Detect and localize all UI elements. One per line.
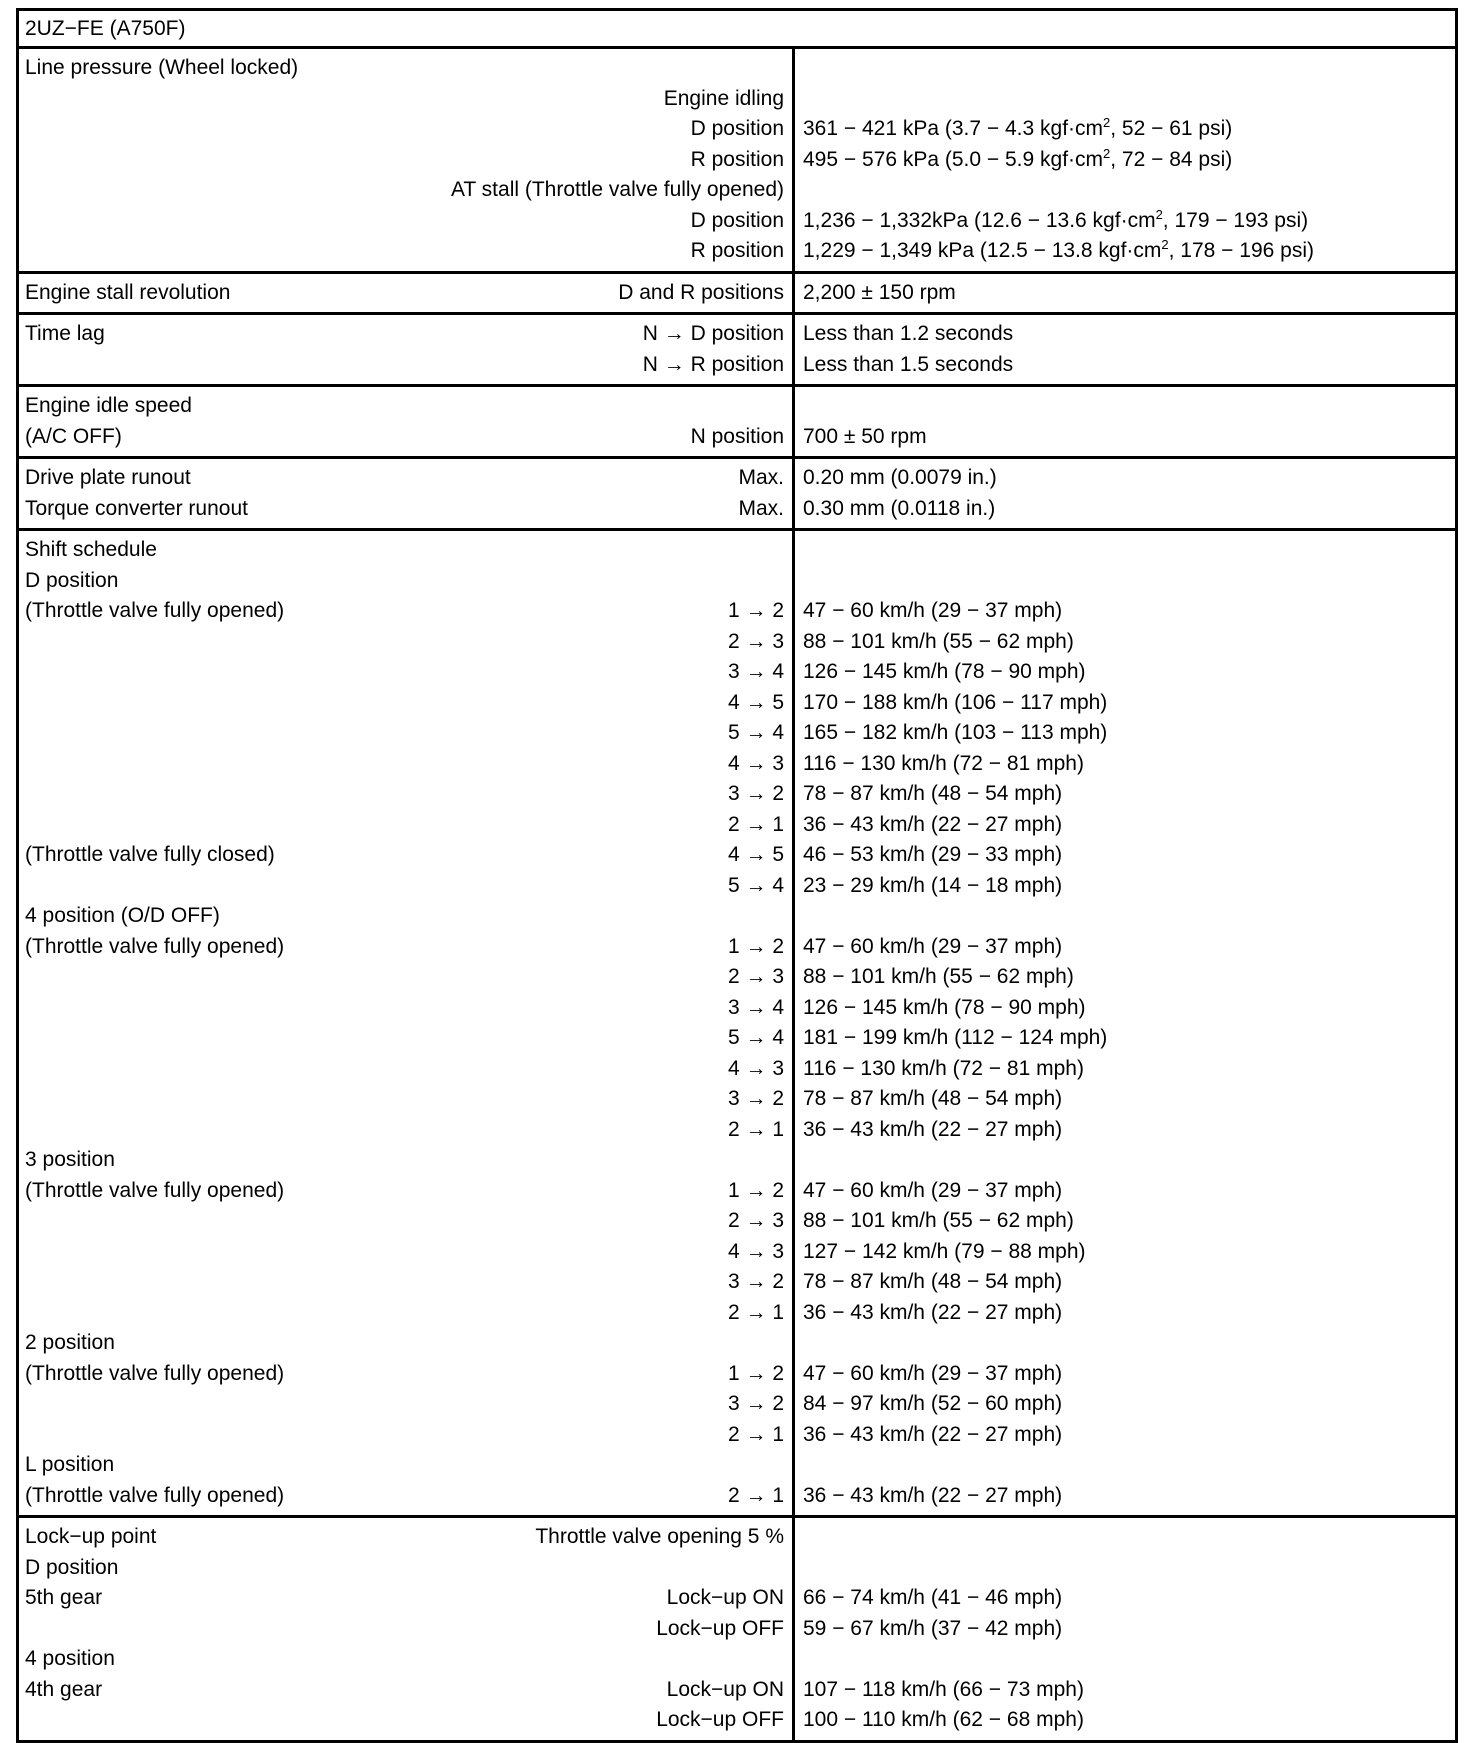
item-condition: 3 → 4 <box>727 660 784 683</box>
spec-value: Less than 1.5 seconds <box>803 352 1014 376</box>
item-condition: 5 → 4 <box>727 1026 784 1049</box>
spec-value: 36 − 43 km/h (22 − 27 mph) <box>803 1422 1063 1446</box>
table-row <box>19 206 792 237</box>
spec-value: 126 − 145 km/h (78 − 90 mph) <box>803 995 1086 1019</box>
item-condition: 1 → 2 <box>727 1361 784 1385</box>
table-row <box>19 1176 792 1207</box>
item-condition: 2 → 1 <box>727 1483 784 1507</box>
spec-value: 84 − 97 km/h (52 − 60 mph) <box>803 1392 1063 1415</box>
spec-value: 116 − 130 km/h (72 − 81 mph) <box>803 1056 1084 1080</box>
spec-value: 46 − 53 km/h (29 − 33 mph) <box>803 843 1063 866</box>
spec-section <box>19 315 1455 387</box>
table-row <box>19 535 792 566</box>
spec-column <box>795 387 1455 456</box>
table-row <box>19 1644 792 1675</box>
spec-value: 88 − 101 km/h (55 − 62 mph) <box>803 629 1074 653</box>
table-row <box>19 1267 792 1298</box>
item-condition: 4 → 3 <box>727 1239 784 1263</box>
spec-value: 700 ± 50 rpm <box>803 424 927 448</box>
item-label: (Throttle valve fully opened) <box>25 1361 285 1385</box>
table-row <box>19 993 792 1024</box>
table-row <box>19 1553 792 1584</box>
spec-value: 0.30 mm (0.0118 in.) <box>803 496 996 520</box>
spec-value: 47 − 60 km/h (29 − 37 mph) <box>803 1178 1063 1202</box>
spec-value: 78 − 87 km/h (48 − 54 mph) <box>803 1087 1063 1110</box>
table-row <box>19 871 792 902</box>
item-condition: 5 → 4 <box>727 873 784 897</box>
spec-value <box>795 1522 1455 1553</box>
item-condition: R position <box>690 239 784 262</box>
spec-value: 1,236 − 1,332kPa (12.6 − 13.6 $kgf\cdot cm^2$, 179 − 193 psi) <box>803 206 1309 232</box>
table-row <box>19 810 792 841</box>
item-label: Line pressure (Wheel locked) <box>25 56 299 79</box>
item-condition: 2 → 3 <box>727 1209 784 1232</box>
item-label: 3 position <box>25 1148 115 1171</box>
item-condition: 3 → 2 <box>727 782 784 805</box>
table-body <box>19 49 1455 1743</box>
table-row <box>19 350 792 381</box>
item-label: D position <box>25 1555 119 1579</box>
table-row <box>19 566 792 597</box>
item-column <box>19 1518 795 1740</box>
spec-value: 47 − 60 km/h (29 − 37 mph) <box>803 599 1063 622</box>
item-column <box>19 274 795 313</box>
table-row <box>19 1481 792 1512</box>
spec-value: 165 − 182 km/h (103 − 113 mph) <box>803 721 1108 744</box>
table-row <box>19 962 792 993</box>
table-row <box>19 1054 792 1085</box>
table-row <box>19 1420 792 1451</box>
spec-value: 181 − 199 km/h (112 − 124 mph) <box>803 1026 1108 1049</box>
spec-value: 116 − 130 km/h (72 − 81 mph) <box>803 751 1084 775</box>
item-label: Drive plate runout <box>25 466 191 489</box>
item-column <box>19 387 795 456</box>
item-label: Time lag <box>25 322 105 345</box>
item-condition: 2 → 3 <box>727 629 784 653</box>
spec-value: 126 − 145 km/h (78 − 90 mph) <box>803 660 1086 683</box>
item-condition: 5 → 4 <box>727 721 784 744</box>
table-row <box>19 1389 792 1420</box>
item-label: (Throttle valve fully opened) <box>25 599 285 622</box>
item-label: (A/C OFF) <box>25 424 122 448</box>
spec-section <box>19 1518 1455 1743</box>
item-condition: 3 → 2 <box>727 1392 784 1415</box>
spec-value: 361 − 421 kPa (3.7 − 4.3 $kgf\cdot cm^2$, 52 − 61 psi) <box>803 115 1233 140</box>
item-condition: 3 → 2 <box>727 1087 784 1110</box>
spec-value: 36 − 43 km/h (22 − 27 mph) <box>803 1483 1063 1507</box>
item-condition: D position <box>690 117 784 140</box>
spec-value <box>795 391 1455 422</box>
table-row <box>19 1206 792 1237</box>
table-row <box>19 932 792 963</box>
spec-value <box>795 1328 1455 1359</box>
spec-value <box>795 535 1455 566</box>
spec-value: 170 − 188 km/h (106 − 117 mph) <box>803 690 1108 714</box>
spec-value: 88 − 101 km/h (55 − 62 mph) <box>803 1209 1074 1232</box>
item-label: L position <box>25 1453 115 1476</box>
item-label: Engine idle speed <box>25 394 192 417</box>
table-row <box>19 494 792 525</box>
item-label: 2 position <box>25 1331 115 1354</box>
spec-column <box>795 315 1455 384</box>
spec-section <box>19 531 1455 1518</box>
item-label: Torque converter runout <box>25 496 248 520</box>
spec-value <box>795 175 1455 206</box>
table-row <box>19 175 792 206</box>
item-label: Lock−up point <box>25 1525 157 1548</box>
item-label: 5th gear <box>25 1586 103 1609</box>
table-row <box>19 840 792 871</box>
table-row <box>19 1115 792 1146</box>
item-condition: R position <box>690 147 784 171</box>
table-row <box>19 463 792 494</box>
table-row <box>19 53 792 84</box>
table-row <box>19 1298 792 1329</box>
spec-column <box>795 1518 1455 1740</box>
table-row <box>19 688 792 719</box>
spec-value: 127 − 142 km/h (79 − 88 mph) <box>803 1239 1086 1263</box>
spec-column <box>795 274 1455 313</box>
table-row <box>19 278 792 309</box>
spec-table <box>16 8 1458 1743</box>
item-condition: Engine idling <box>663 86 784 110</box>
spec-value <box>795 53 1455 84</box>
spec-value: 0.20 mm (0.0079 in.) <box>803 466 997 489</box>
item-label: (Throttle valve fully opened) <box>25 1178 285 1202</box>
table-row <box>19 749 792 780</box>
item-condition: 3 → 2 <box>727 1270 784 1293</box>
spec-column <box>795 49 1455 271</box>
item-condition: 4 → 3 <box>727 1056 784 1080</box>
item-condition: 2 → 1 <box>727 1422 784 1446</box>
table-row <box>19 1237 792 1268</box>
spec-value: 23 − 29 km/h (14 − 18 mph) <box>803 873 1063 897</box>
item-label: Engine stall revolution <box>25 280 231 304</box>
spec-value <box>795 1644 1455 1675</box>
table-row <box>19 114 792 145</box>
item-label: 4 position <box>25 1647 115 1670</box>
item-condition: Lock−up OFF <box>656 1616 784 1640</box>
table-row <box>19 1145 792 1176</box>
item-condition: D position <box>690 208 784 232</box>
table-row <box>19 1614 792 1645</box>
table-row <box>19 1450 792 1481</box>
item-condition: Throttle valve opening 5 % <box>535 1525 784 1548</box>
item-column <box>19 49 795 271</box>
spec-value: 47 − 60 km/h (29 − 37 mph) <box>803 934 1063 958</box>
spec-value <box>795 1145 1455 1176</box>
item-label: 4 position (O/D OFF) <box>25 904 220 927</box>
table-row <box>19 1023 792 1054</box>
table-row <box>19 84 792 115</box>
spec-value <box>795 901 1455 932</box>
item-label: 4th gear <box>25 1677 103 1701</box>
spec-value: 36 − 43 km/h (22 − 27 mph) <box>803 1117 1063 1141</box>
item-column <box>19 531 795 1515</box>
item-condition: Max. <box>738 496 784 520</box>
spec-value <box>795 1450 1455 1481</box>
spec-value: 78 − 87 km/h (48 − 54 mph) <box>803 1270 1063 1293</box>
table-title: 2UZ−FE (A750F) <box>19 11 1455 49</box>
item-label: D position <box>25 568 119 592</box>
spec-value: 66 − 74 km/h (41 − 46 mph) <box>803 1586 1063 1609</box>
item-condition: Max. <box>738 466 784 489</box>
item-condition: Lock−up ON <box>666 1677 784 1701</box>
spec-section <box>19 274 1455 316</box>
table-row <box>19 1359 792 1390</box>
spec-value: 2,200 ± 150 rpm <box>803 280 956 304</box>
table-row <box>19 1522 792 1553</box>
spec-value: 78 − 87 km/h (48 − 54 mph) <box>803 782 1063 805</box>
item-condition: N → D position <box>642 322 784 345</box>
item-column <box>19 459 795 528</box>
item-condition: 4 → 5 <box>727 690 784 714</box>
item-label: (Throttle valve fully opened) <box>25 934 285 958</box>
item-condition: AT stall (Throttle valve fully opened) <box>450 178 784 201</box>
spec-section <box>19 387 1455 459</box>
item-condition: 1 → 2 <box>727 599 784 622</box>
item-condition: 2 → 1 <box>727 812 784 836</box>
spec-value <box>795 566 1455 597</box>
item-condition: 1 → 2 <box>727 934 784 958</box>
spec-value <box>795 1553 1455 1584</box>
item-condition: N → R position <box>642 352 784 376</box>
item-condition: 4 → 5 <box>727 843 784 866</box>
spec-section <box>19 459 1455 531</box>
spec-value: 88 − 101 km/h (55 − 62 mph) <box>803 965 1074 988</box>
item-label: (Throttle valve fully opened) <box>25 1483 285 1507</box>
table-row <box>19 596 792 627</box>
spec-value: 107 − 118 km/h (66 − 73 mph) <box>803 1677 1084 1701</box>
spec-value: 47 − 60 km/h (29 − 37 mph) <box>803 1361 1063 1385</box>
item-column <box>19 315 795 384</box>
spec-section <box>19 49 1455 274</box>
table-row <box>19 422 792 453</box>
item-condition: 4 → 3 <box>727 751 784 775</box>
spec-value: Less than 1.2 seconds <box>803 322 1014 345</box>
table-row <box>19 1084 792 1115</box>
table-row <box>19 901 792 932</box>
table-row <box>19 1705 792 1736</box>
spec-value <box>795 84 1455 115</box>
table-row <box>19 779 792 810</box>
item-condition: 1 → 2 <box>727 1178 784 1202</box>
spec-value: 59 − 67 km/h (37 − 42 mph) <box>803 1616 1063 1640</box>
table-row <box>19 1675 792 1706</box>
spec-value: 495 − 576 kPa (5.0 − 5.9 $kgf\cdot cm^2$, 72 − 84 psi) <box>803 145 1233 171</box>
table-row <box>19 718 792 749</box>
table-row <box>19 319 792 350</box>
table-row <box>19 145 792 176</box>
item-condition: Lock−up OFF <box>656 1708 784 1731</box>
item-condition: N position <box>690 424 784 448</box>
spec-column <box>795 531 1455 1515</box>
item-label: (Throttle valve fully closed) <box>25 843 275 866</box>
item-condition: 2 → 1 <box>727 1117 784 1141</box>
spec-value: 36 − 43 km/h (22 − 27 mph) <box>803 1300 1063 1324</box>
item-condition: 3 → 4 <box>727 995 784 1019</box>
spec-value: 100 − 110 km/h (62 − 68 mph) <box>803 1708 1084 1731</box>
table-row <box>19 391 792 422</box>
table-row <box>19 657 792 688</box>
table-row <box>19 627 792 658</box>
item-condition: Lock−up ON <box>666 1586 784 1609</box>
item-condition: 2 → 1 <box>727 1300 784 1324</box>
item-condition: D and R positions <box>618 280 784 304</box>
spec-value: 1,229 − 1,349 kPa (12.5 − 13.8 $kgf\cdot cm^2$, 178 − 196 psi) <box>803 237 1314 262</box>
item-condition: 2 → 3 <box>727 965 784 988</box>
spec-value: 36 − 43 km/h (22 − 27 mph) <box>803 812 1063 836</box>
table-row <box>19 1583 792 1614</box>
table-row <box>19 1328 792 1359</box>
table-row <box>19 236 792 267</box>
item-label: Shift schedule <box>25 538 157 561</box>
spec-column <box>795 459 1455 528</box>
